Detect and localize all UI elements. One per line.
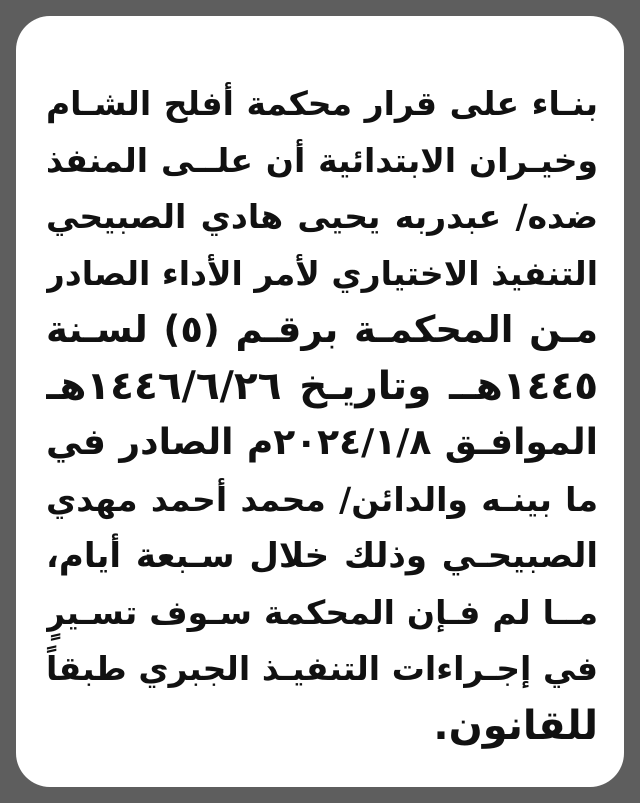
notice-line: التنفيذ الاختياري لأمر الأداء الصادر: [46, 253, 598, 293]
notice-line: للقانون.: [433, 702, 598, 749]
notice-line: وخيـران الابتدائية أن علــى المنفذ: [46, 140, 598, 180]
notice-line: مــا لم فـإن المحكمة سـوف تسـيرٍ: [46, 592, 598, 632]
notice-line: ١٤٤٥هــ وتاريـخ ١٤٤٦/٦/٢٦هـ: [46, 363, 598, 409]
notice-line: ما بينـه والدائن/ محمد أحمد مهدي: [46, 479, 598, 519]
notice-line: الصبيحـي وذلك خلال سـبعة أيام،: [46, 536, 598, 576]
notice-line: الموافـق ٢٠٢٤/١/٨م الصادر في: [46, 422, 598, 463]
notice-card: [16, 16, 624, 787]
notice-line: ضده/ عبدربه يحيى هادي الصبيحي: [46, 197, 598, 236]
notice-line: بنـاء على قرار محكمة أفلح الشـام: [46, 84, 598, 123]
notice-line: في إجـراءات التنفيـذ الجبري طبقاً: [46, 649, 598, 688]
notice-line: مـن المحكمـة برقـم (٥) لسـنة: [46, 308, 598, 351]
notice-text: [46, 76, 598, 754]
